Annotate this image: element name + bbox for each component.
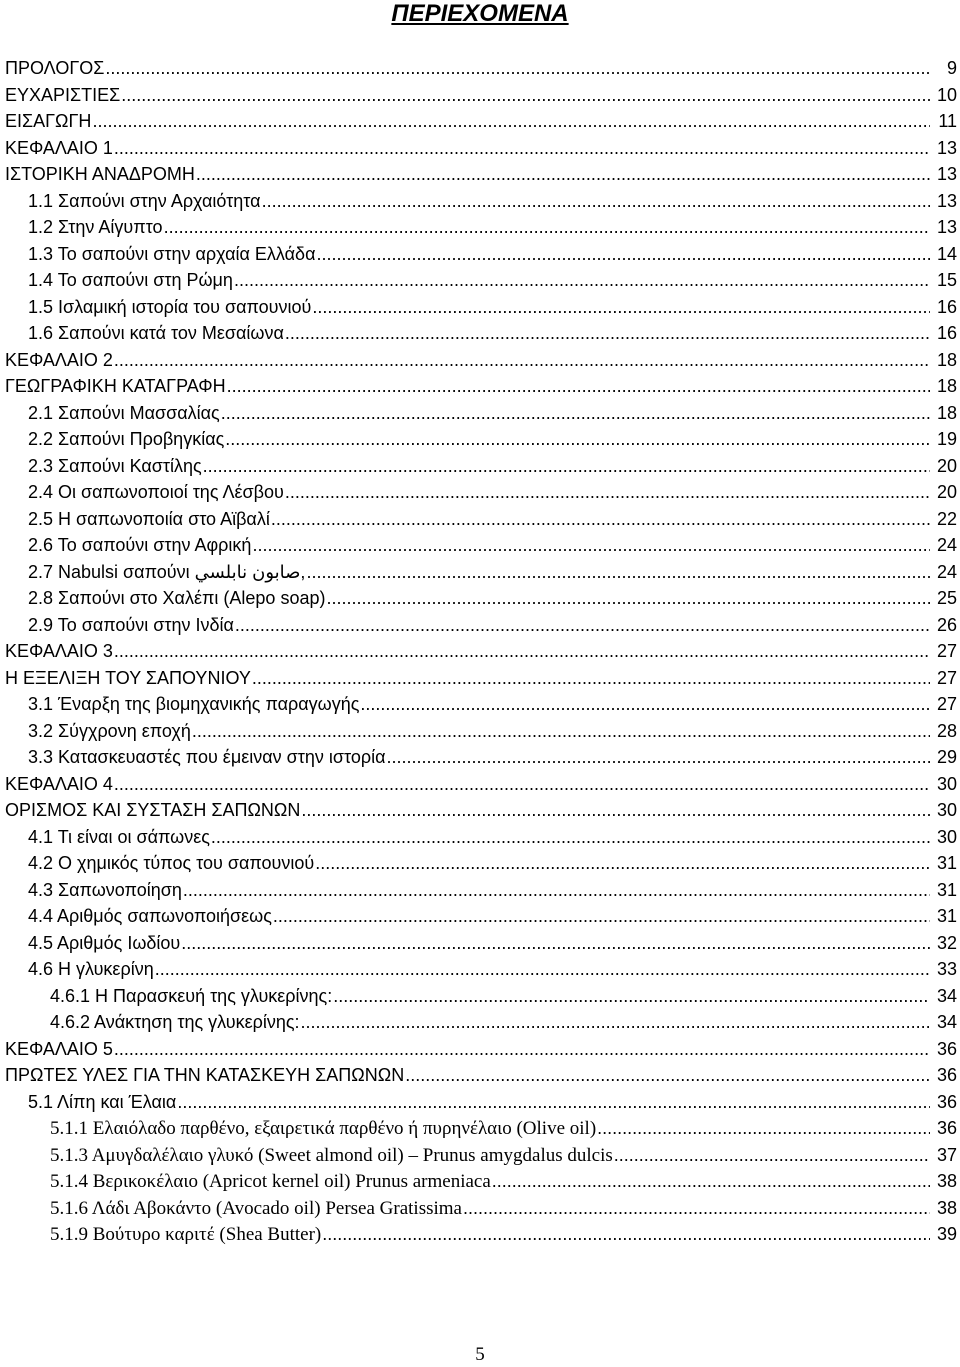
toc-entry[interactable] bbox=[0, 1195, 960, 1222]
toc-entry[interactable] bbox=[0, 373, 960, 400]
dot-leader bbox=[105, 55, 930, 81]
toc-entry-page: 34 bbox=[936, 985, 957, 1006]
toc-entry-label: 2.3 Σαπούνι Καστίλης bbox=[28, 455, 202, 476]
toc-entry[interactable] bbox=[0, 1115, 960, 1142]
toc-entry-label: 1.1 Σαπούνι στην Αρχαιότητα bbox=[28, 190, 261, 211]
toc-entry[interactable] bbox=[0, 1142, 960, 1169]
toc-entry-page: 15 bbox=[936, 270, 957, 290]
toc-entry[interactable] bbox=[0, 638, 960, 665]
toc-entry-label: ΚΕΦΑΛΑΙΟ 1 bbox=[5, 137, 113, 158]
toc-entry[interactable] bbox=[0, 241, 960, 268]
dot-leader bbox=[203, 453, 930, 479]
toc-entry-page: 38 bbox=[936, 1171, 957, 1191]
toc-entry-label: 4.5 Αριθμός Ιωδίου bbox=[28, 932, 181, 953]
toc-entry-label: 5.1 Λίπη και Έλαια bbox=[28, 1091, 177, 1112]
toc-entry[interactable] bbox=[0, 744, 960, 771]
toc-entry[interactable] bbox=[0, 559, 960, 586]
toc-entry-label: 2.5 Η σαπωνοποιία στο Αϊβαλί bbox=[28, 508, 270, 529]
toc-entry-page: 14 bbox=[936, 243, 957, 264]
dot-leader bbox=[183, 877, 930, 903]
dot-leader bbox=[273, 903, 930, 929]
toc-entry-label: ΚΕΦΑΛΑΙΟ 4 bbox=[5, 773, 113, 794]
toc-entry[interactable] bbox=[0, 983, 960, 1010]
toc-entry[interactable] bbox=[0, 214, 960, 241]
toc-entry-label: 3.2 Σύγχρονη εποχή bbox=[28, 720, 191, 741]
toc-entry-label: 1.4 Το σαπούνι στη Ρώμη bbox=[28, 270, 233, 290]
toc-entry-page: 19 bbox=[936, 429, 957, 449]
toc-entry-page: 30 bbox=[936, 800, 957, 820]
toc-entry-label: ΕΙΣΑΓΩΓΗ bbox=[5, 111, 92, 131]
toc-entry[interactable] bbox=[0, 850, 960, 877]
toc-entry-page: 31 bbox=[936, 906, 957, 926]
toc-entry[interactable] bbox=[0, 1009, 960, 1036]
dot-leader bbox=[614, 1142, 930, 1168]
toc-entry-page: 31 bbox=[936, 853, 957, 873]
dot-leader bbox=[227, 373, 930, 399]
dot-leader bbox=[306, 559, 930, 585]
dot-leader bbox=[492, 1168, 930, 1194]
toc-entry[interactable] bbox=[0, 347, 960, 374]
toc-entry[interactable] bbox=[0, 1062, 960, 1089]
dot-leader bbox=[271, 506, 930, 532]
toc-entry-label: 2.4 Οι σαπωνοποιοί της Λέσβου bbox=[28, 482, 284, 502]
toc-entry-label: 5.1.9 Βούτυρο καριτέ (Shea Butter) bbox=[50, 1224, 322, 1245]
toc-entry-page: 25 bbox=[936, 588, 957, 608]
toc-entry[interactable] bbox=[0, 691, 960, 718]
dot-leader bbox=[221, 400, 930, 426]
dot-leader bbox=[114, 1036, 930, 1062]
toc-entry-page: 20 bbox=[936, 482, 957, 502]
dot-leader bbox=[114, 347, 930, 373]
dot-leader bbox=[114, 771, 930, 797]
toc-entry[interactable] bbox=[0, 55, 960, 82]
toc-entry[interactable] bbox=[0, 1036, 960, 1063]
toc-entry-label: ΚΕΦΑΛΑΙΟ 5 bbox=[5, 1038, 113, 1059]
toc-entry[interactable] bbox=[0, 718, 960, 745]
dot-leader bbox=[322, 1221, 930, 1247]
dot-leader bbox=[463, 1195, 930, 1221]
toc-entry[interactable] bbox=[0, 82, 960, 109]
toc-entry[interactable] bbox=[0, 930, 960, 957]
toc-entry[interactable] bbox=[0, 108, 960, 135]
toc-entry-label: 5.1.3 Αμυγδαλέλαιο γλυκό (Sweet almond oil) – Prunus amygdalus dulcis bbox=[50, 1144, 613, 1166]
toc-entry-page: 34 bbox=[936, 1012, 957, 1032]
dot-leader bbox=[192, 718, 930, 744]
toc-entry[interactable] bbox=[0, 453, 960, 480]
dot-leader bbox=[235, 612, 930, 638]
toc-entry[interactable] bbox=[0, 479, 960, 506]
dot-leader bbox=[155, 956, 930, 982]
toc-entry-label: ΠΡΟΛΟΓΟΣ bbox=[5, 58, 105, 78]
toc-entry-page: 36 bbox=[936, 1065, 957, 1085]
page-number: 5 bbox=[475, 1344, 485, 1365]
toc-entry-page: 36 bbox=[936, 1091, 957, 1112]
toc-entry-page: 22 bbox=[936, 508, 957, 529]
dot-leader bbox=[252, 665, 930, 691]
toc-entry[interactable] bbox=[0, 665, 960, 692]
toc-entry-label: 4.6.1 Η Παρασκευή της γλυκερίνης: bbox=[50, 985, 333, 1006]
toc-entry-label: 1.3 Το σαπούνι στην αρχαία Ελλάδα bbox=[28, 243, 316, 264]
dot-leader bbox=[225, 426, 930, 452]
toc-entry[interactable] bbox=[0, 824, 960, 851]
toc-entry[interactable] bbox=[0, 771, 960, 798]
toc-entry-label: 2.9 Το σαπούνι στην Ινδία bbox=[28, 614, 234, 635]
dot-leader bbox=[114, 135, 930, 161]
dot-leader bbox=[196, 161, 930, 187]
toc-entry[interactable] bbox=[0, 1168, 960, 1195]
toc-entry-page: 13 bbox=[936, 164, 957, 184]
toc-entry-label: 2.7 Nabulsi σαπούνι صابون نابلسي, bbox=[28, 561, 306, 582]
toc-entry-page: 39 bbox=[936, 1224, 957, 1244]
dot-leader bbox=[312, 294, 930, 320]
toc-entry-page: 27 bbox=[936, 641, 957, 661]
dot-leader bbox=[252, 532, 930, 558]
toc-entry-label: 4.4 Αριθμός σαπωνοποιήσεως bbox=[28, 906, 272, 926]
toc-entry-label: 1.6 Σαπούνι κατά τον Μεσαίωνα bbox=[28, 323, 284, 343]
dot-leader bbox=[597, 1115, 930, 1141]
toc-entry-page: 27 bbox=[936, 667, 957, 688]
toc-entry-page: 32 bbox=[936, 932, 957, 953]
dot-leader bbox=[234, 267, 930, 293]
toc-entry-page: 13 bbox=[936, 190, 957, 211]
toc-entry-label: ΙΣΤΟΡΙΚΗ ΑΝΑΔΡΟΜΗ bbox=[5, 164, 195, 184]
toc-entry[interactable] bbox=[0, 294, 960, 321]
dot-leader bbox=[360, 691, 930, 717]
toc-entry-label: 4.6 Η γλυκερίνη bbox=[28, 959, 154, 979]
dot-leader bbox=[164, 214, 930, 240]
toc-entry[interactable] bbox=[0, 1221, 960, 1248]
toc-entry[interactable] bbox=[0, 320, 960, 347]
toc-entry-label: 4.6.2 Ανάκτηση της γλυκερίνης: bbox=[50, 1012, 300, 1032]
dot-leader bbox=[316, 241, 930, 267]
dot-leader bbox=[333, 983, 930, 1009]
dot-leader bbox=[285, 320, 930, 346]
toc-entry[interactable] bbox=[0, 400, 960, 427]
dot-leader bbox=[301, 797, 930, 823]
toc-entry-page: 20 bbox=[936, 455, 957, 476]
toc-entry[interactable] bbox=[0, 135, 960, 162]
toc-entry[interactable] bbox=[0, 426, 960, 453]
toc-entry[interactable] bbox=[0, 1089, 960, 1116]
toc-entry-label: 2.8 Σαπούνι στο Χαλέπι (Alepo soap) bbox=[28, 588, 326, 608]
toc-entry-page: 24 bbox=[936, 535, 957, 555]
toc-entry-label: 4.3 Σαπωνοποίηση bbox=[28, 879, 182, 900]
toc-entry[interactable] bbox=[0, 797, 960, 824]
dot-leader bbox=[405, 1062, 930, 1088]
toc-entry-label: 1.2 Στην Αίγυπτο bbox=[28, 217, 163, 237]
dot-leader bbox=[386, 744, 930, 770]
toc-entry[interactable] bbox=[0, 877, 960, 904]
toc-entry-page: 13 bbox=[936, 217, 957, 237]
toc-entry-label: ΚΕΦΑΛΑΙΟ 2 bbox=[5, 349, 113, 370]
toc-entry[interactable] bbox=[0, 903, 960, 930]
toc-entry[interactable] bbox=[0, 956, 960, 983]
toc-entry-label: ΕΥΧΑΡΙΣΤΙΕΣ bbox=[5, 84, 121, 105]
dot-leader bbox=[262, 188, 930, 214]
table-of-contents bbox=[0, 55, 960, 1248]
toc-entry[interactable] bbox=[0, 506, 960, 533]
toc-entry-page: 29 bbox=[936, 747, 957, 767]
toc-entry-page: 28 bbox=[936, 720, 957, 741]
dot-leader bbox=[121, 82, 930, 108]
toc-entry-label: ΚΕΦΑΛΑΙΟ 3 bbox=[5, 641, 113, 661]
toc-entry-label: 2.6 Το σαπούνι στην Αφρική bbox=[28, 535, 252, 555]
toc-entry-label: 5.1.1 Ελαιόλαδο παρθένο, εξαιρετικά παρθένο ή πυρηνέλαιο (Olive oil) bbox=[50, 1118, 597, 1139]
toc-entry[interactable] bbox=[0, 532, 960, 559]
toc-entry-label: 2.1 Σαπούνι Μασσαλίας bbox=[28, 402, 220, 423]
toc-entry-label: ΓΕΩΓΡΑΦΙΚΗ ΚΑΤΑΓΡΑΦΗ bbox=[5, 376, 226, 396]
toc-entry-page: 30 bbox=[936, 773, 957, 794]
toc-entry-page: 9 bbox=[946, 58, 957, 78]
toc-entry-page: 11 bbox=[938, 111, 957, 131]
toc-entry-label: 2.2 Σαπούνι Προβηγκίας bbox=[28, 429, 225, 449]
toc-entry-page: 18 bbox=[936, 402, 957, 423]
dot-leader bbox=[211, 824, 930, 850]
dot-leader bbox=[301, 1009, 930, 1035]
toc-entry[interactable] bbox=[0, 267, 960, 294]
toc-entry-page: 36 bbox=[936, 1038, 957, 1059]
toc-entry[interactable] bbox=[0, 188, 960, 215]
toc-entry-page: 36 bbox=[936, 1118, 957, 1138]
toc-entry-label: Η ΕΞΕΛΙΞΗ ΤΟΥ ΣΑΠΟΥΝΙΟΥ bbox=[5, 667, 251, 688]
toc-entry-page: 13 bbox=[936, 137, 957, 158]
toc-entry-page: 18 bbox=[936, 349, 957, 370]
toc-entry-label: 4.1 Τι είναι οι σάπωνες bbox=[28, 826, 210, 847]
dot-leader bbox=[315, 850, 930, 876]
toc-entry[interactable] bbox=[0, 612, 960, 639]
toc-entry-page: 33 bbox=[936, 959, 957, 979]
toc-entry-label: 4.2 Ο χημικός τύπος του σαπουνιού bbox=[28, 853, 315, 873]
toc-entry-page: 24 bbox=[936, 561, 957, 582]
toc-entry-page: 38 bbox=[936, 1197, 957, 1218]
toc-entry[interactable] bbox=[0, 585, 960, 612]
toc-title: ΠΕΡΙΕΧΟΜΕΝΑ bbox=[391, 0, 569, 27]
toc-entry-page: 16 bbox=[936, 296, 957, 317]
toc-entry-label: ΟΡΙΣΜΟΣ ΚΑΙ ΣΥΣΤΑΣΗ ΣΑΠΩΝΩΝ bbox=[5, 800, 301, 820]
dot-leader bbox=[177, 1089, 930, 1115]
toc-entry-page: 27 bbox=[936, 694, 957, 714]
toc-entry-page: 31 bbox=[936, 879, 957, 900]
toc-entry-page: 37 bbox=[936, 1144, 957, 1165]
toc-entry-label: 3.1 Έναρξη της βιομηχανικής παραγωγής bbox=[28, 694, 360, 714]
dot-leader bbox=[114, 638, 930, 664]
toc-entry-page: 26 bbox=[936, 614, 957, 635]
dot-leader bbox=[285, 479, 930, 505]
toc-entry-page: 16 bbox=[936, 323, 957, 343]
toc-entry-label: 3.3 Κατασκευαστές που έμειναν στην ιστορία bbox=[28, 747, 386, 767]
toc-entry-page: 18 bbox=[936, 376, 957, 396]
dot-leader bbox=[326, 585, 930, 611]
toc-entry-label: 5.1.6 Λάδι Αβοκάντο (Avocado oil) Persea Gratissima bbox=[50, 1197, 462, 1219]
toc-entry-page: 10 bbox=[936, 84, 957, 105]
toc-entry-page: 30 bbox=[936, 826, 957, 847]
toc-entry[interactable] bbox=[0, 161, 960, 188]
toc-entry-label: ΠΡΩΤΕΣ ΥΛΕΣ ΓΙΑ ΤΗΝ ΚΑΤΑΣΚΕΥΗ ΣΑΠΩΝΩΝ bbox=[5, 1065, 405, 1085]
toc-entry-label: 1.5 Ισλαμική ιστορία του σαπουνιού bbox=[28, 296, 312, 317]
dot-leader bbox=[92, 108, 930, 134]
dot-leader bbox=[181, 930, 930, 956]
toc-entry-label: 5.1.4 Βερικοκέλαιο (Apricot kernel oil) Prunus armeniaca bbox=[50, 1171, 491, 1192]
